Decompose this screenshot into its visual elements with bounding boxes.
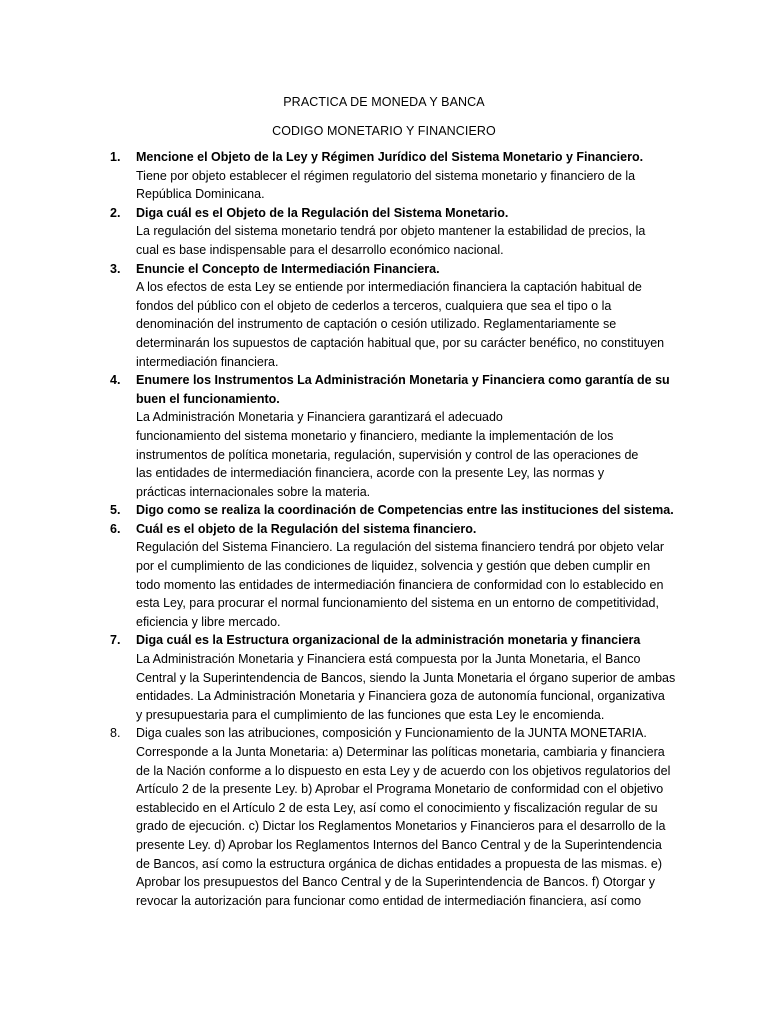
question-text: Cuál es el objeto de la Regulación del sistema financiero. [136,521,477,536]
answer-text: todo momento las entidades de intermediación financiera de conformidad con lo establecido en [136,577,664,592]
answer-text: establecido en el Artículo 2 de esta Ley, así como el conocimiento y fiscalización regular de su [136,800,658,815]
question-list [110,148,676,910]
item-number: 8. [110,726,121,741]
item-number: 2. [110,205,121,220]
answer-text: las entidades de intermediación financiera, acorde con la presente Ley, las normas y [136,466,605,481]
list-item [110,371,670,501]
item-number: 7. [110,633,121,648]
answer-text: Diga cuales son las atribuciones, composición y Funcionamiento de la JUNTA MONETARIA. [136,726,647,741]
question-text: Enumere los Instrumentos La Administración Monetaria y Financiera como garantía de su [136,373,670,388]
question-text: Enuncie el Concepto de Intermediación Financiera. [136,261,440,276]
answer-text: denominación del instrumento de captación o cesión utilizado. Reglamentariamente se [136,317,617,332]
answer-text: Aprobar los presupuestos del Banco Central y de la Superintendencia de Bancos. f) Otorgar y [136,875,656,890]
answer-text: A los efectos de esta Ley se entiende por intermediación financiera la captación habitual de [136,280,642,295]
answer-text: Artículo 2 de la presente Ley. b) Aprobar el Programa Monetario de conformidad con el objetivo [136,782,664,797]
answer-text: entidades. La Administración Monetaria y Financiera goza de autonomía funcional, organizativa [136,689,665,704]
item-number: 1. [110,150,121,164]
list-item [110,148,670,204]
document-title: PRACTICA DE MONEDA Y BANCA [283,95,485,109]
answer-text: revocar la autorización para funcionar como entidad de intermediación financiera, así como [136,893,642,908]
question-text: Mencione el Objeto de la Ley y Régimen Jurídico del Sistema Monetario y Financiero. [136,150,644,164]
answer-text: La Administración Monetaria y Financiera está compuesta por la Junta Monetaria, el Banco [136,652,641,667]
list-item [110,520,670,632]
answer-text: eficiencia y libre mercado. [136,614,281,629]
answer-text: de la Nación conforme a lo dispuesto en esta Ley y de acuerdo con los objetivos regulatorios del [136,763,671,778]
answer-text: y presupuestaria para el cumplimiento de las funciones que esta Ley le encomienda. [136,707,605,722]
answer-text: La regulación del sistema monetario tendrá por objeto mantener la estabilidad de precios, la [136,224,646,239]
list-item [110,501,674,520]
question-text: Digo como se realiza la coordinación de Competencias entre las instituciones del sistema. [136,503,674,518]
list-item [110,204,670,260]
item-number: 4. [110,373,121,388]
answer-text: instrumentos de política monetaria, regulación, supervisión y control de las operaciones de [136,447,639,462]
question-text: Diga cuál es el Objeto de la Regulación del Sistema Monetario. [136,205,509,220]
document-subtitle: CODIGO MONETARIO Y FINANCIERO [272,124,496,138]
answer-text: fondos del público con el objeto de cederlos a terceros, cualquiera que sea el tipo o la [136,298,612,313]
answer-text: cual es base indispensable para el desarrollo económico nacional. [136,242,504,257]
answer-text: presente Ley. d) Aprobar los Reglamentos Internos del Banco Central y de la Superintendencia [136,837,662,852]
item-number: 3. [110,261,121,276]
answer-text: intermediación financiera. [136,354,279,369]
question-text: Diga cuál es la Estructura organizacional de la administración monetaria y financiera [136,633,641,648]
list-item [110,260,670,372]
answer-text: funcionamiento del sistema monetario y financiero, mediante la implementación de los [136,428,614,443]
item-number: 6. [110,521,121,536]
list-item [110,724,670,910]
answer-text: Central y la Superintendencia de Bancos, siendo la Junta Monetaria el órgano superior de ambas [136,670,676,685]
answer-text: República Dominicana. [136,187,265,202]
answer-text: Tiene por objeto establecer el régimen regulatorio del sistema monetario y financiero de la [136,168,636,183]
answer-text: grado de ejecución. c) Dictar los Reglamentos Monetarios y Financieros para el desarrollo de la [136,819,666,834]
list-item [110,631,676,724]
answer-text: determinarán los supuestos de captación habitual que, por su carácter benéfico, no constituyen [136,335,665,350]
answer-text: esta Ley, para procurar el normal funcionamiento del sistema en un entorno de competitividad, [136,596,659,611]
answer-text: de Bancos, así como la estructura orgánica de dichas entidades a propuesta de las mismas. e) [136,856,662,871]
answer-text: Regulación del Sistema Financiero. La regulación del sistema financiero tendrá por objeto velar [136,540,665,555]
item-number: 5. [110,503,121,518]
answer-text: prácticas internacionales sobre la materia. [136,484,371,499]
question-text: buen el funcionamiento. [136,391,280,406]
answer-text: por el cumplimiento de las condiciones de liquidez, solvencia y gestión que deben cumplir en [136,559,651,574]
answer-text: La Administración Monetaria y Financiera garantizará el adecuado [136,410,503,425]
answer-text: Corresponde a la Junta Monetaria: a) Determinar las políticas monetaria, cambiaria y financiera [136,745,665,759]
